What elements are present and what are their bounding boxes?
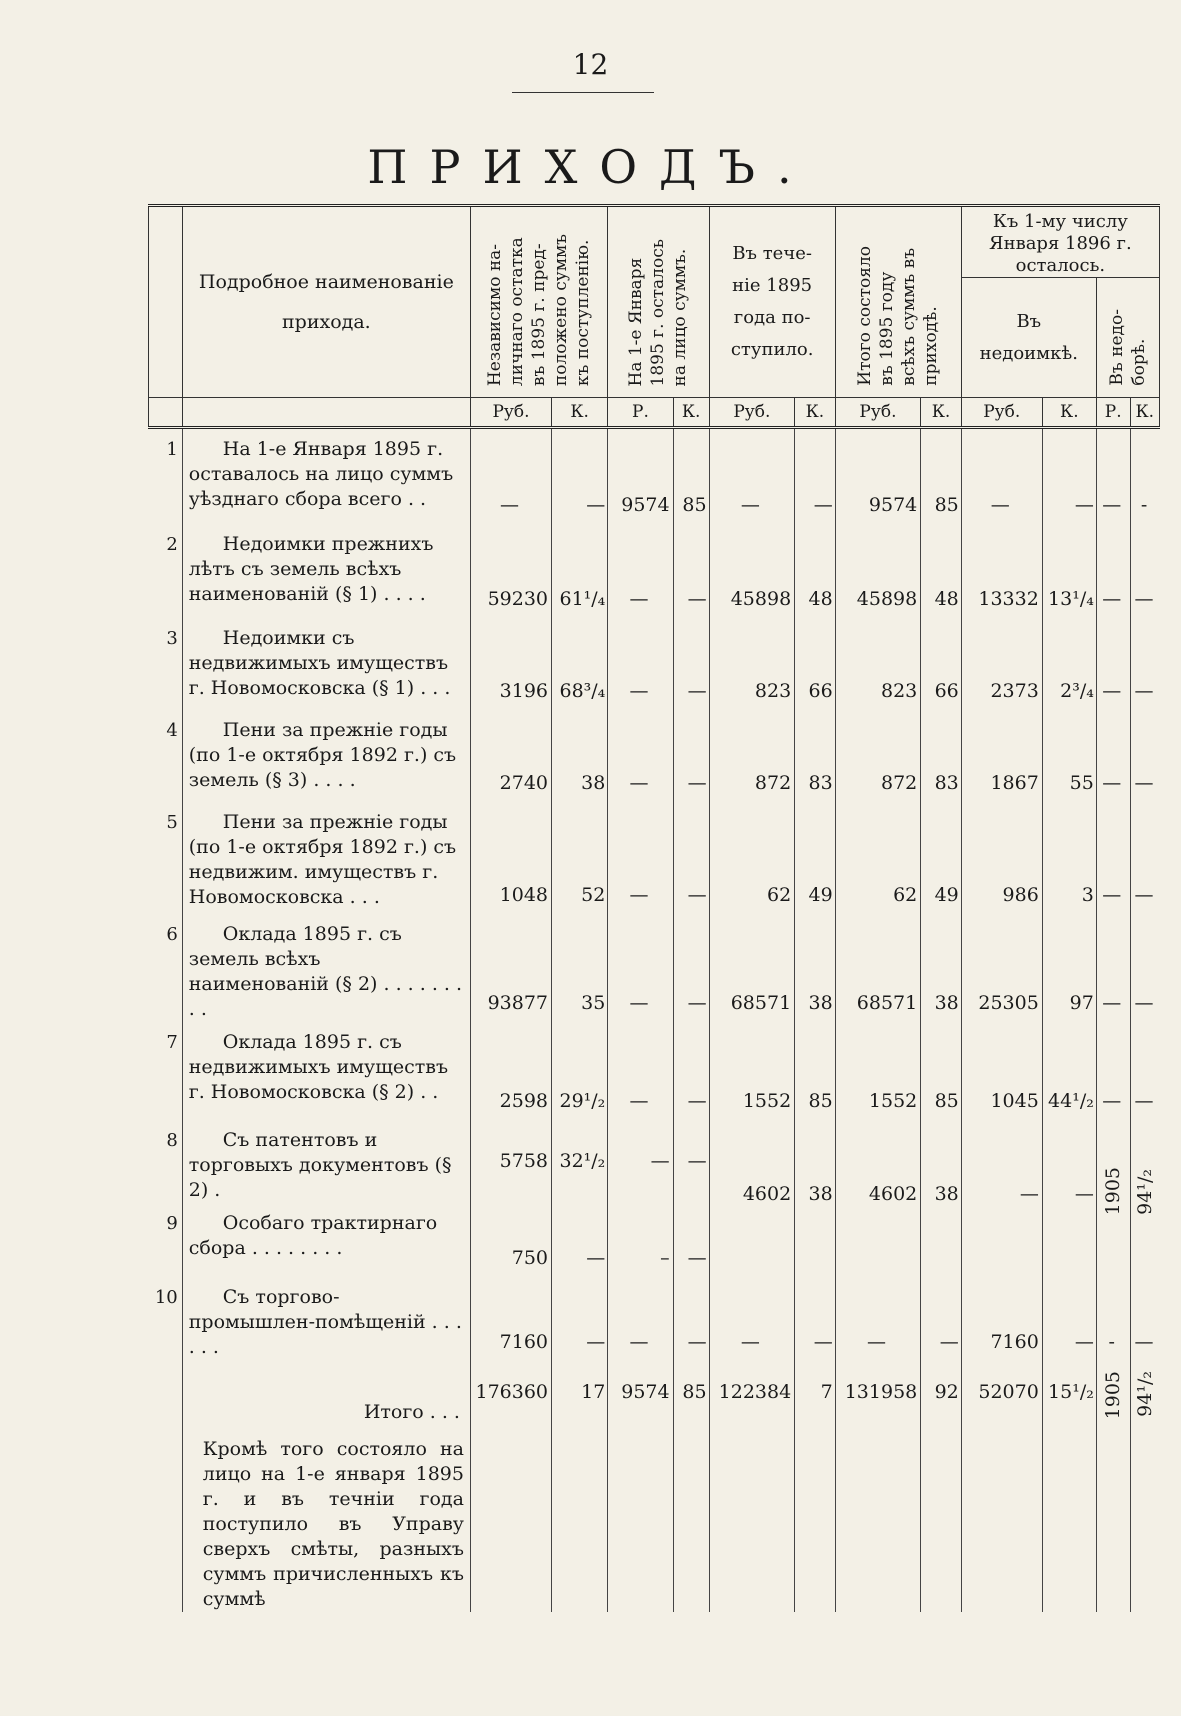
table-row xyxy=(149,524,1160,618)
unit-kop: К. xyxy=(1130,398,1159,428)
cell-f_k: — xyxy=(1130,618,1159,710)
cell-f_k: — xyxy=(1130,710,1159,802)
note-empty-cell xyxy=(470,1423,551,1612)
cell-b_r: 9574 xyxy=(608,428,673,524)
cell-f_r: — xyxy=(1096,710,1130,802)
group-cell-e_r: — xyxy=(961,1120,1042,1277)
group-cell-e_k: — xyxy=(1042,1120,1096,1277)
cell-c_r: — xyxy=(709,1277,795,1361)
cell-c_r: 823 xyxy=(709,618,795,710)
cell-d_r: — xyxy=(835,1277,921,1361)
total-e_r: 52070 xyxy=(961,1361,1042,1423)
cell-e_k: — xyxy=(1042,428,1096,524)
table-row xyxy=(149,1120,1160,1203)
cell-a_k: 52 xyxy=(552,802,608,914)
cell-d_k: — xyxy=(921,1277,962,1361)
row-description-text: На 1-е Января 1895 г. оставалось на лицо суммъ уѣзднаго сбора всего . . xyxy=(188,438,454,510)
note-empty-cell xyxy=(961,1423,1042,1612)
page-title: ПРИХОДЪ. xyxy=(367,140,814,194)
note-empty-cell xyxy=(835,1423,921,1612)
unit-r: Р. xyxy=(1096,398,1130,428)
row-number: 7 xyxy=(166,1031,178,1053)
row-number: 5 xyxy=(166,811,178,833)
cell-e_k: 44¹/₂ xyxy=(1042,1022,1096,1120)
total-number xyxy=(149,1361,183,1423)
cell-d_r: 872 xyxy=(835,710,921,802)
cell-a_k: — xyxy=(552,1277,608,1361)
cell-d_k: 85 xyxy=(921,1022,962,1120)
row-description-text: Недоимки прежнихъ лѣтъ съ земель всѣхъ наименованій (§ 1) . . . . xyxy=(188,532,434,605)
row-number: 4 xyxy=(166,719,178,741)
row-number: 1 xyxy=(166,439,178,460)
cell-a_r: 59230 xyxy=(470,524,551,618)
row-description xyxy=(182,710,470,802)
cell-f_k: — xyxy=(1130,524,1159,618)
group-cell-f_k xyxy=(1130,1120,1159,1277)
unit-rub: Руб. xyxy=(470,398,551,428)
cell-c_k: 38 xyxy=(795,914,836,1022)
total-vertical-value: 94¹/₂ xyxy=(1134,1370,1157,1417)
row-description-text: Пени за прежніе годы (по 1-е октября 1892 г.) съ недвижим. имуществъ г. Новомосковска . . . xyxy=(188,810,457,908)
cell-a_r: 2598 xyxy=(470,1022,551,1120)
header-col-c: Въ тече- ніе 1895 года по- ступило. xyxy=(709,206,835,398)
table-row xyxy=(149,618,1160,710)
cell-a_r: 750 xyxy=(470,1203,551,1277)
row-description xyxy=(182,524,470,618)
cell-c_r: 1552 xyxy=(709,1022,795,1120)
note-empty-cell xyxy=(552,1423,608,1612)
cell-d_k: 48 xyxy=(921,524,962,618)
cell-e_r: 1045 xyxy=(961,1022,1042,1120)
cell-c_r: 45898 xyxy=(709,524,795,618)
total-a_k: 17 xyxy=(552,1361,608,1423)
cell-f_k: — xyxy=(1130,1022,1159,1120)
cell-f_r: — xyxy=(1096,914,1130,1022)
cell-c_k: 49 xyxy=(795,802,836,914)
header-col-a: Независимо на- личнаго остатка въ 1895 г. пред- положено суммъ къ поступленію. xyxy=(470,206,607,398)
unit-rub: Руб. xyxy=(835,398,921,428)
row-number: 9 xyxy=(166,1212,178,1234)
cell-d_k: 66 xyxy=(921,618,962,710)
cell-b_r: — xyxy=(608,524,673,618)
cell-a_r: 3196 xyxy=(470,618,551,710)
total-c_k: 7 xyxy=(795,1361,836,1423)
cell-d_k: 49 xyxy=(921,802,962,914)
cell-c_r: 68571 xyxy=(709,914,795,1022)
row-description xyxy=(182,914,470,1022)
cell-e_k: 3 xyxy=(1042,802,1096,914)
row-description-text: Оклада 1895 г. съ земель всѣхъ наименованій (§ 2) . . . . . . . . . xyxy=(188,922,463,1020)
unit-kop: К. xyxy=(921,398,962,428)
cell-e_r: 2373 xyxy=(961,618,1042,710)
cell-d_r: 62 xyxy=(835,802,921,914)
row-number: 10 xyxy=(154,1286,178,1308)
group-vertical-value: 94¹/₂ xyxy=(1134,1168,1157,1215)
row-number: 8 xyxy=(166,1129,178,1151)
note-empty-cell xyxy=(921,1423,962,1612)
cell-b_r: — xyxy=(608,710,673,802)
row-description-text: Съ патентовъ и торговыхъ документовъ (§ 2) . xyxy=(188,1128,452,1201)
cell-e_k: 55 xyxy=(1042,710,1096,802)
cell-f_k: - xyxy=(1130,428,1159,524)
cell-d_r: 45898 xyxy=(835,524,921,618)
cell-b_k: — xyxy=(673,1022,709,1120)
cell-b_k: — xyxy=(673,1120,709,1203)
cell-a_k: — xyxy=(552,428,608,524)
page-number-rule xyxy=(512,92,654,93)
units-row xyxy=(149,398,1160,428)
total-label: Итого . . . xyxy=(182,1361,470,1423)
cell-a_r: 5758 xyxy=(470,1120,551,1203)
cell-b_k: 85 xyxy=(673,428,709,524)
group-cell-d_r: 4602 xyxy=(835,1120,921,1277)
group-cell-c_k: 38 xyxy=(795,1120,836,1277)
cell-a_k: 35 xyxy=(552,914,608,1022)
group-vertical-value: 1905 xyxy=(1102,1167,1125,1216)
cell-f_r: — xyxy=(1096,1022,1130,1120)
note-empty-cell xyxy=(673,1423,709,1612)
cell-e_r: 986 xyxy=(961,802,1042,914)
cell-a_k: 38 xyxy=(552,710,608,802)
cell-d_r: 823 xyxy=(835,618,921,710)
cell-c_k: 48 xyxy=(795,524,836,618)
unit-kop: К. xyxy=(552,398,608,428)
row-description-text: Недоимки съ недвижимыхъ имуществъ г. Новомосковска (§ 1) . . . xyxy=(188,626,451,699)
cell-c_r: — xyxy=(709,428,795,524)
table-row xyxy=(149,710,1160,802)
cell-b_k: — xyxy=(673,1277,709,1361)
cell-c_k: 66 xyxy=(795,618,836,710)
cell-d_r: 1552 xyxy=(835,1022,921,1120)
cell-a_r: 7160 xyxy=(470,1277,551,1361)
total-c_r: 122384 xyxy=(709,1361,795,1423)
total-b_r: 9574 xyxy=(608,1361,673,1423)
row-description xyxy=(182,1022,470,1120)
total-vertical-value: 1905 xyxy=(1102,1370,1125,1419)
cell-a_k: 68³/₄ xyxy=(552,618,608,710)
note-number xyxy=(149,1423,183,1612)
cell-a_r: 2740 xyxy=(470,710,551,802)
cell-b_r: — xyxy=(608,618,673,710)
cell-a_k: 29¹/₂ xyxy=(552,1022,608,1120)
row-description-text: Оклада 1895 г. съ недвижимыхъ имуществъ г. Новомосковска (§ 2) . . xyxy=(188,1030,449,1103)
total-d_k: 92 xyxy=(921,1361,962,1423)
cell-b_k: — xyxy=(673,524,709,618)
cell-a_k: — xyxy=(552,1203,608,1277)
page-number: 12 xyxy=(572,48,609,81)
cell-b_k: — xyxy=(673,802,709,914)
cell-a_r: — xyxy=(470,428,551,524)
row-description xyxy=(182,428,470,524)
cell-b_r: – xyxy=(608,1203,673,1277)
cell-b_k: — xyxy=(673,914,709,1022)
cell-d_k: 38 xyxy=(921,914,962,1022)
total-f_r xyxy=(1096,1361,1130,1612)
cell-f_k: — xyxy=(1130,1277,1159,1361)
header-col-e: Къ 1-му числу Января 1896 г. осталось. xyxy=(961,206,1159,278)
row-number: 2 xyxy=(166,533,178,555)
cell-c_r: 62 xyxy=(709,802,795,914)
cell-b_r: — xyxy=(608,802,673,914)
table-row xyxy=(149,428,1160,524)
row-number: 6 xyxy=(166,923,178,945)
total-b_k: 85 xyxy=(673,1361,709,1423)
cell-c_k: — xyxy=(795,1277,836,1361)
table-row xyxy=(149,1022,1160,1120)
row-description-text: Съ торгово-промышлен-помѣщеній . . . . . . xyxy=(188,1285,462,1358)
note-empty-cell xyxy=(795,1423,836,1612)
unit-kop: К. xyxy=(795,398,836,428)
note-row xyxy=(149,1423,1160,1612)
cell-b_k: — xyxy=(673,618,709,710)
unit-r: Р. xyxy=(608,398,673,428)
row-description-text: Особаго трактирнаго сбора . . . . . . . . xyxy=(188,1211,438,1259)
total-d_r: 131958 xyxy=(835,1361,921,1423)
table-row xyxy=(149,1277,1160,1361)
note-text: Кромѣ того состояло на лицо на 1-е января 1895 г. и въ течніи года поступило въ Управу сверхъ смѣты, разныхъ суммъ причисленныхъ къ суммѣ xyxy=(182,1423,470,1612)
table-row xyxy=(149,914,1160,1022)
cell-e_r: — xyxy=(961,428,1042,524)
group-cell-d_k: 38 xyxy=(921,1120,962,1277)
row-description-text: Пени за прежніе годы (по 1-е октября 1892 г.) съ земель (§ 3) . . . . xyxy=(188,718,457,791)
group-cell-c_r: 4602 xyxy=(709,1120,795,1277)
cell-c_r: 872 xyxy=(709,710,795,802)
cell-f_r: — xyxy=(1096,802,1130,914)
unit-kop: К. xyxy=(673,398,709,428)
row-description xyxy=(182,618,470,710)
header-name: Подробное наименованіе прихода. xyxy=(182,206,470,398)
cell-e_k: 13¹/₄ xyxy=(1042,524,1096,618)
cell-d_k: 83 xyxy=(921,710,962,802)
cell-f_r: - xyxy=(1096,1277,1130,1361)
cell-d_k: 85 xyxy=(921,428,962,524)
row-description xyxy=(182,1120,470,1203)
total-e_k: 15¹/₂ xyxy=(1042,1361,1096,1423)
cell-e_k: 2³/₄ xyxy=(1042,618,1096,710)
cell-e_r: 7160 xyxy=(961,1277,1042,1361)
total-f_k xyxy=(1130,1361,1159,1612)
header-col-e1: Въ недоимкѣ. xyxy=(961,278,1096,398)
cell-b_r: — xyxy=(608,914,673,1022)
header-col-e2: Въ недо- борѣ. xyxy=(1096,278,1159,398)
cell-b_r: — xyxy=(608,1277,673,1361)
cell-b_r: — xyxy=(608,1022,673,1120)
header-number-col xyxy=(149,206,183,398)
header-col-b: На 1-е Января 1895 г. осталось на лицо суммъ. xyxy=(608,206,709,398)
cell-b_r: — xyxy=(608,1120,673,1203)
row-description xyxy=(182,802,470,914)
row-description xyxy=(182,1277,470,1361)
cell-f_r: — xyxy=(1096,618,1130,710)
note-empty-cell xyxy=(709,1423,795,1612)
cell-b_k: — xyxy=(673,710,709,802)
cell-a_r: 93877 xyxy=(470,914,551,1022)
unit-rub: Руб. xyxy=(961,398,1042,428)
cell-e_k: 97 xyxy=(1042,914,1096,1022)
cell-b_k: — xyxy=(673,1203,709,1277)
cell-d_r: 9574 xyxy=(835,428,921,524)
unit-kop: К. xyxy=(1042,398,1096,428)
cell-f_r: — xyxy=(1096,524,1130,618)
cell-a_k: 61¹/₄ xyxy=(552,524,608,618)
total-row xyxy=(149,1361,1160,1423)
cell-e_r: 1867 xyxy=(961,710,1042,802)
note-empty-cell xyxy=(1042,1423,1096,1612)
cell-a_k: 32¹/₂ xyxy=(552,1120,608,1203)
total-a_r: 176360 xyxy=(470,1361,551,1423)
cell-c_k: 83 xyxy=(795,710,836,802)
row-description xyxy=(182,1203,470,1277)
table-row xyxy=(149,802,1160,914)
unit-rub: Руб. xyxy=(709,398,795,428)
cell-e_r: 25305 xyxy=(961,914,1042,1022)
header-col-d: Итого состояло въ 1895 году всѣхъ суммъ въ приходѣ. xyxy=(835,206,961,398)
cell-c_k: — xyxy=(795,428,836,524)
group-cell-f_r xyxy=(1096,1120,1130,1277)
cell-f_k: — xyxy=(1130,914,1159,1022)
cell-c_k: 85 xyxy=(795,1022,836,1120)
income-table xyxy=(148,204,1160,1612)
cell-d_r: 68571 xyxy=(835,914,921,1022)
cell-e_k: — xyxy=(1042,1277,1096,1361)
cell-e_r: 13332 xyxy=(961,524,1042,618)
cell-f_k: — xyxy=(1130,802,1159,914)
row-number: 3 xyxy=(166,627,178,649)
cell-f_r: — xyxy=(1096,428,1130,524)
note-empty-cell xyxy=(608,1423,673,1612)
cell-a_r: 1048 xyxy=(470,802,551,914)
